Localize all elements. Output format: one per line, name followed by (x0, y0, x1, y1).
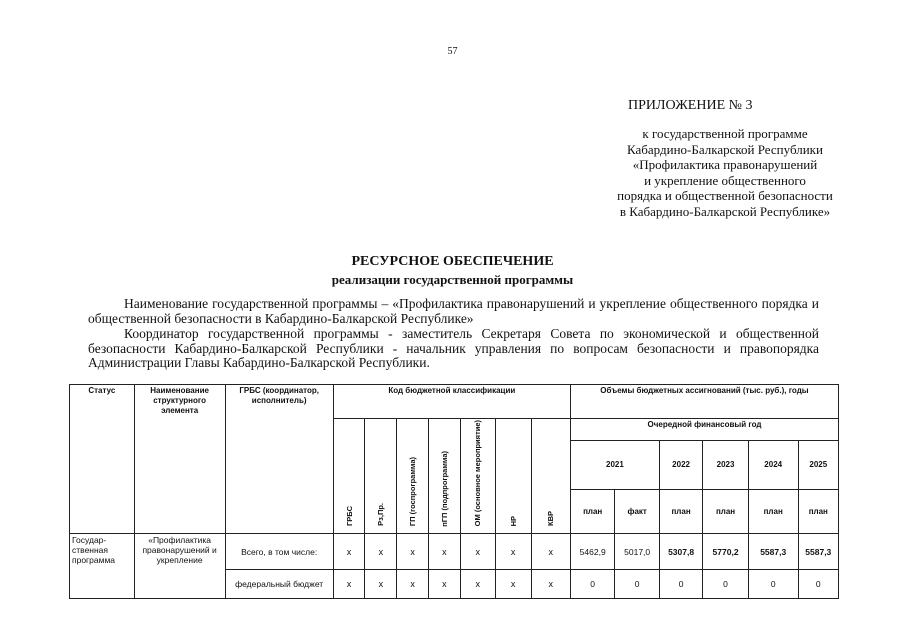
code-cell: x (428, 534, 460, 570)
value-cell: 5770,2 (703, 534, 749, 570)
code-cell: x (460, 570, 495, 599)
header-volumes: Объемы бюджетных ассигнований (тыс. руб.), годы (570, 385, 838, 419)
document-subtitle: реализации государственной программы (331, 272, 574, 287)
header-year-2022: 2022 (659, 440, 702, 489)
program-name-paragraph: Наименование государственной программы – «Профилактика правонарушений и укрепление общественного порядка и общественной безопасности в Кабардино-Балкарской Республике» (88, 296, 819, 326)
header-year-2025: 2025 (798, 440, 838, 489)
header-grbs: ГРБС (координатор, исполнитель) (225, 385, 333, 534)
value-cell: 5017,0 (615, 534, 659, 570)
code-cell: x (333, 570, 365, 599)
value-cell: 5462,9 (570, 534, 614, 570)
header-code-kvr: КВР (531, 419, 570, 534)
appendix-line: «Профилактика правонарушений (632, 157, 818, 172)
appendix-line: в Кабардино-Балкарской Республике» (619, 203, 831, 219)
appendix-caption (560, 126, 890, 219)
header-sub-plan: план (570, 490, 614, 534)
row-grbs-total: Всего, в том числе: (225, 534, 333, 570)
page-number: 57 (447, 46, 458, 57)
code-cell: x (428, 570, 460, 599)
code-cell: x (365, 534, 397, 570)
appendix-line: порядка и общественной безопасности (617, 188, 833, 203)
appendix-line: и укрепление общественного (644, 172, 806, 188)
value-cell: 0 (748, 570, 798, 599)
code-cell: x (397, 570, 429, 599)
value-cell: 5587,3 (748, 534, 798, 570)
header-code-om: ОМ (основное мероприятие) (460, 419, 495, 534)
document-title: РЕСУРСНОЕ ОБЕСПЕЧЕНИЕ (351, 254, 554, 269)
value-cell: 0 (703, 570, 749, 599)
code-cell: x (397, 534, 429, 570)
header-next-year: Очередной финансовый год (570, 419, 838, 441)
header-element: Наименование структурного элемента (134, 385, 225, 534)
row-grbs-federal: федеральный бюджет (225, 570, 333, 599)
header-code-pgp: пГП (подпрограмма) (428, 419, 460, 534)
header-budget-code: Код бюджетной классификации (333, 385, 570, 419)
appendix-title: ПРИЛОЖЕНИЕ № 3 (628, 98, 753, 113)
header-year-2023: 2023 (703, 440, 749, 489)
value-cell: 5307,8 (659, 534, 702, 570)
header-sub-plan: план (748, 490, 798, 534)
code-cell: x (531, 570, 570, 599)
header-sub-plan: план (703, 490, 749, 534)
row-element: «Профилактика правонарушений и укрепление (134, 534, 225, 599)
value-cell: 0 (615, 570, 659, 599)
appendix-line: к государственной программе (642, 126, 808, 141)
value-cell: 0 (570, 570, 614, 599)
code-cell: x (495, 570, 531, 599)
coordinator-paragraph: Координатор государственной программы - заместитель Секретаря Совета по экономической и общественной безопасности Кабардино-Балкарской Республики - начальник управления по вопросам безопасности и правопорядка Администрации Главы Кабардино-Балкарской Республики. (88, 326, 819, 370)
value-cell: 5587,3 (798, 534, 838, 570)
header-year-2024: 2024 (748, 440, 798, 489)
value-cell: 0 (798, 570, 838, 599)
code-cell: x (531, 534, 570, 570)
header-sub-plan: план (659, 490, 702, 534)
code-cell: x (495, 534, 531, 570)
header-status: Статус (70, 385, 135, 534)
code-cell: x (365, 570, 397, 599)
header-code-gp: ГП (госпрограмма) (397, 419, 429, 534)
code-cell: x (460, 534, 495, 570)
row-status: Государ-ственная программа (70, 534, 135, 599)
budget-table (69, 384, 839, 599)
header-code-grbs: ГРБС (333, 419, 365, 534)
value-cell: 0 (659, 570, 702, 599)
appendix-line: Кабардино-Балкарской Республики (627, 141, 823, 157)
header-code-rzpr: Рз,Пр. (365, 419, 397, 534)
header-year-2021: 2021 (570, 440, 659, 489)
header-code-nr: НР (495, 419, 531, 534)
code-cell: x (333, 534, 365, 570)
header-sub-plan: план (798, 490, 838, 534)
header-sub-fact: факт (615, 490, 659, 534)
